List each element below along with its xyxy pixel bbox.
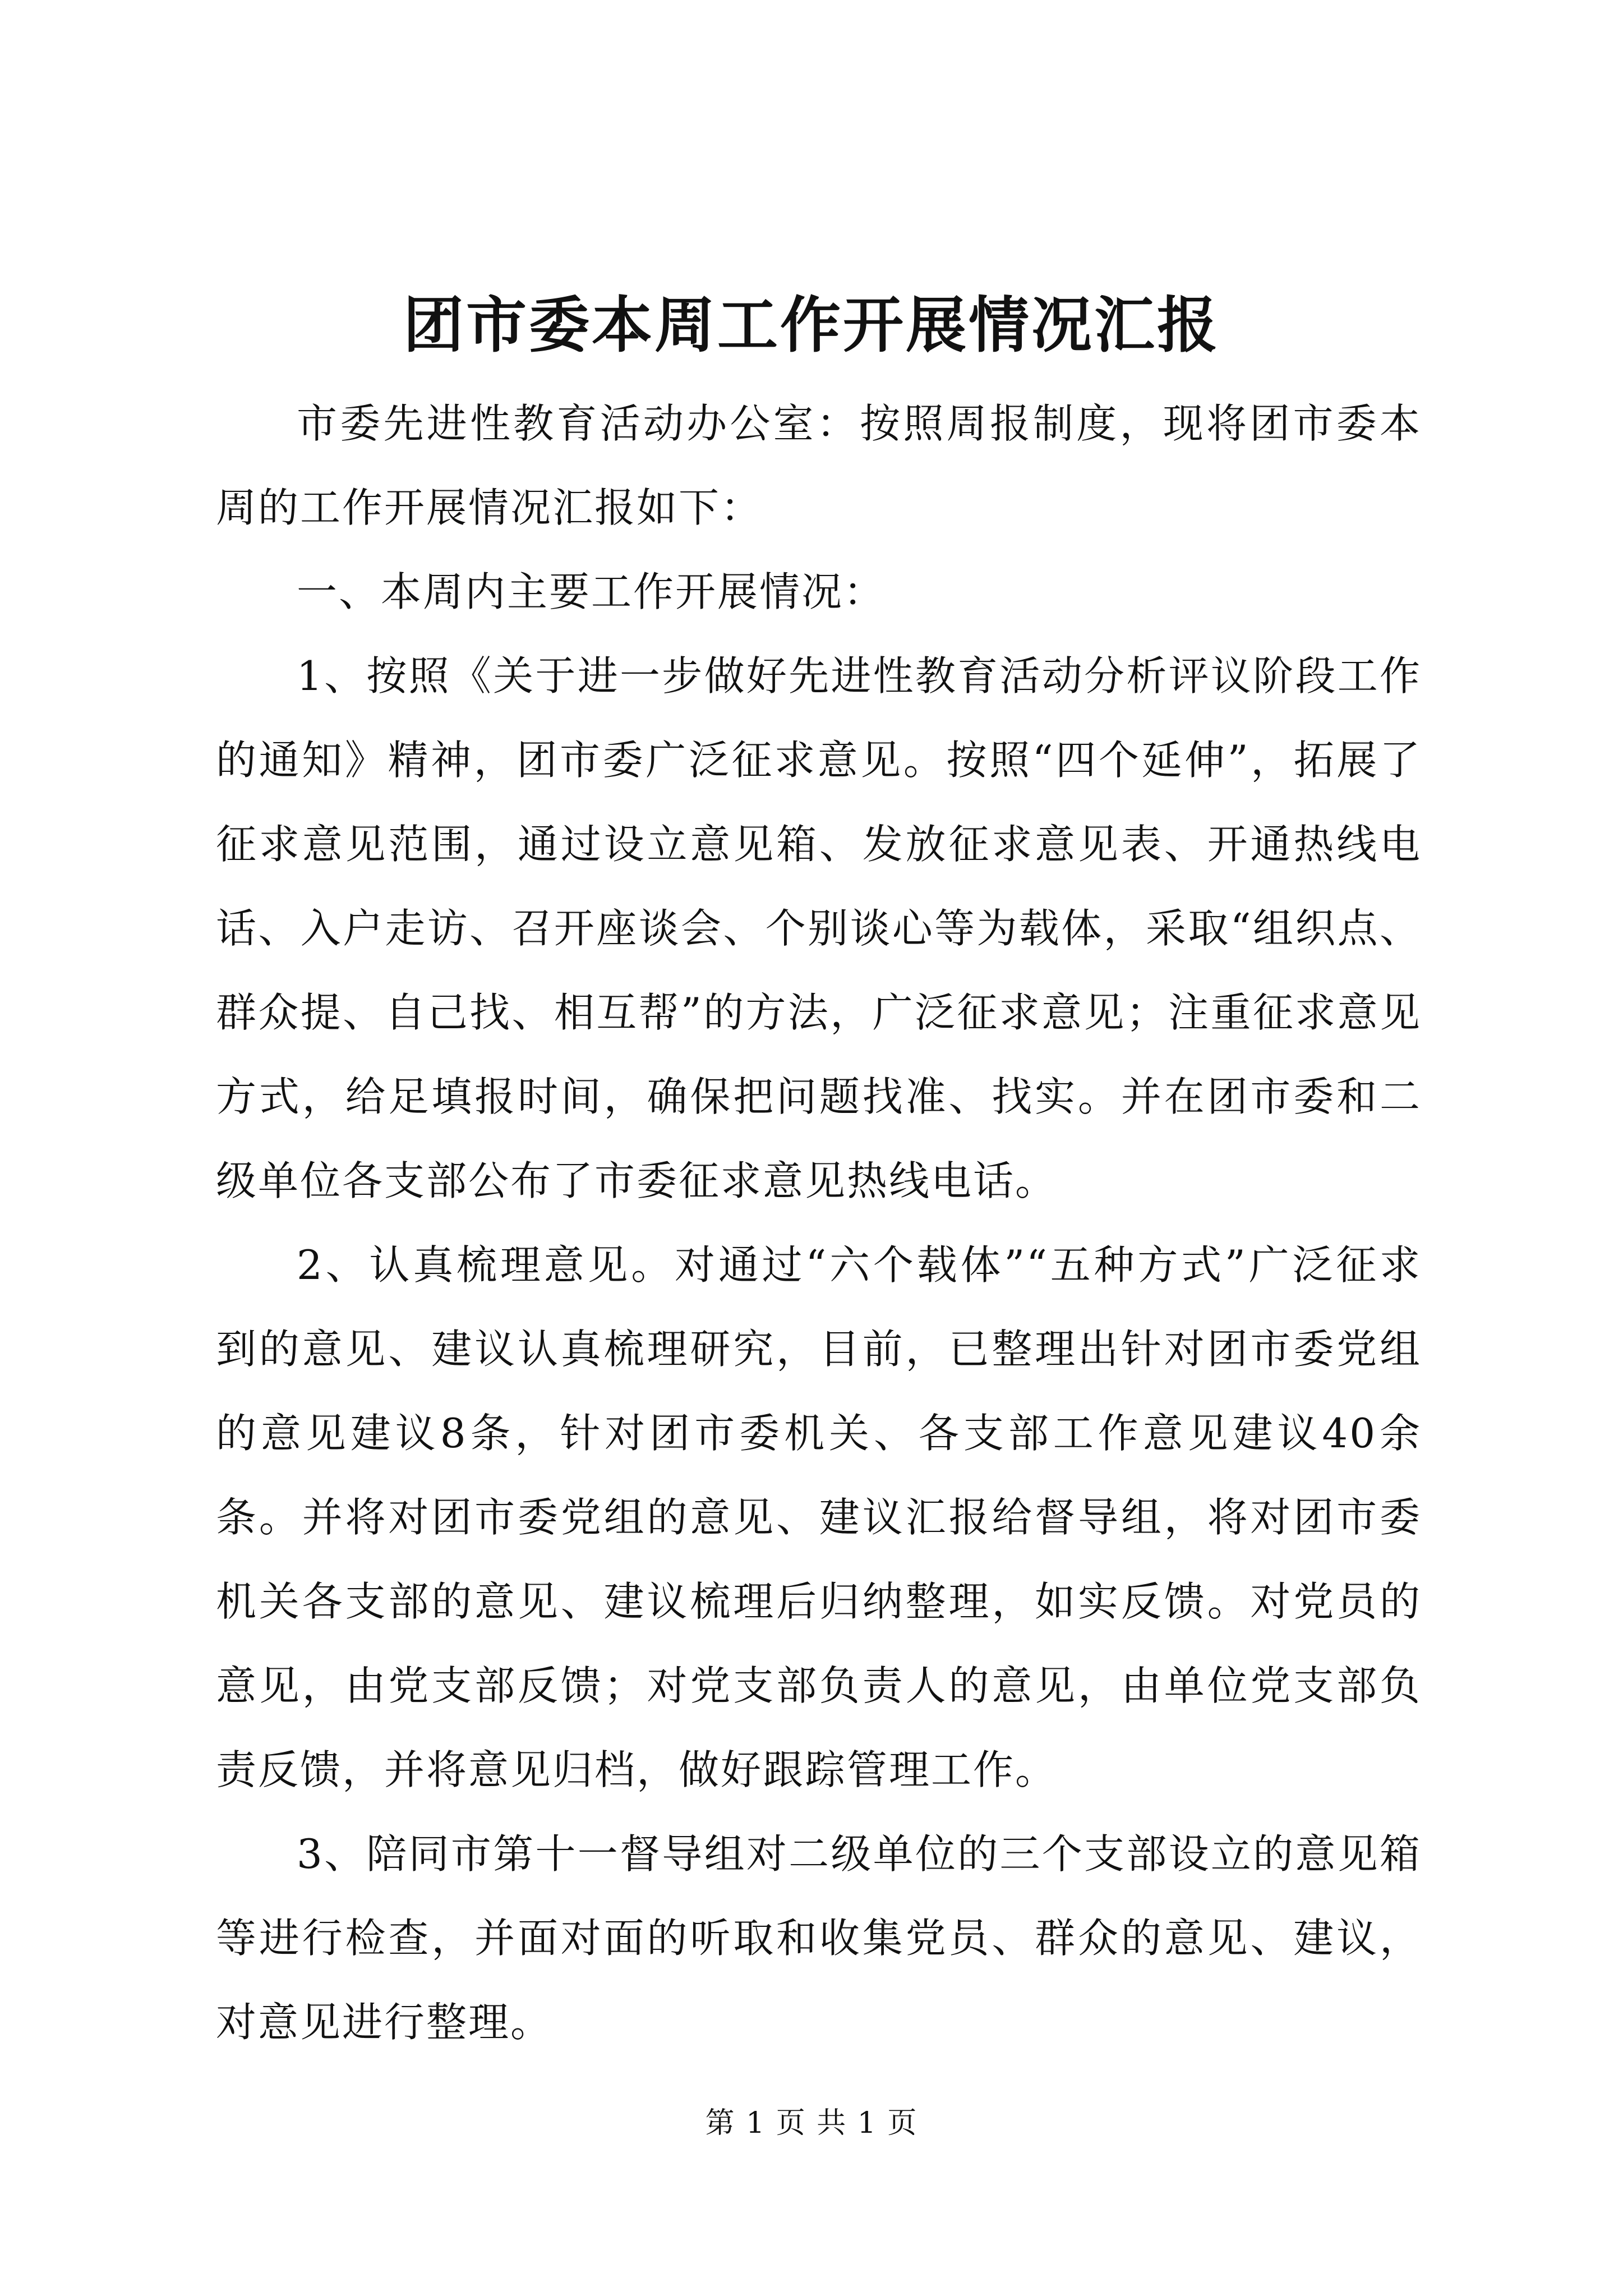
- paragraph-item-3: 3、陪同市第十一督导组对二级单位的三个支部设立的意见箱等进行检查，并面对面的听取和收集党员、群众的意见、建议，对意见进行整理。: [216, 1830, 1422, 2046]
- paragraph-salutation: 市委先进性教育活动办公室：按照周报制度，现将团市委本周的工作开展情况汇报如下：: [216, 400, 1422, 531]
- document-title: 团市委本周工作开展情况汇报: [403, 290, 1220, 361]
- page-footer: 第 1 页 共 1 页: [705, 2106, 918, 2140]
- paragraph-item-1: 1、按照《关于进一步做好先进性教育活动分析评议阶段工作的通知》精神，团市委广泛征求意见。按照“四个延伸”，拓展了征求意见范围，通过设立意见箱、发放征求意见表、开通热线电话、入户走访、召开座谈会、个别谈心等为载体，采取“组织点、群众提、自己找、相互帮”的方法，广泛征求意见；注重征求意见方式，给足填报时间，确保把问题找准、找实。并在团市委和二级单位各支部公布了市委征求意见热线电话。: [216, 652, 1422, 1204]
- paragraph-item-2: 2、认真梳理意见。对通过“六个载体”“五种方式”广泛征求到的意见、建议认真梳理研究，目前，已整理出针对团市委党组的意见建议8条，针对团市委机关、各支部工作意见建议40余条。并将对团市委党组的意见、建议汇报给督导组，将对团市委机关各支部的意见、建议梳理后归纳整理，如实反馈。对党员的意见，由党支部反馈；对党支部负责人的意见，由单位党支部负责反馈，并将意见归档，做好跟踪管理工作。: [216, 1241, 1422, 1793]
- document-body: [216, 381, 1422, 2064]
- paragraph-section-heading: 一、本周内主要工作开展情况：: [297, 568, 886, 615]
